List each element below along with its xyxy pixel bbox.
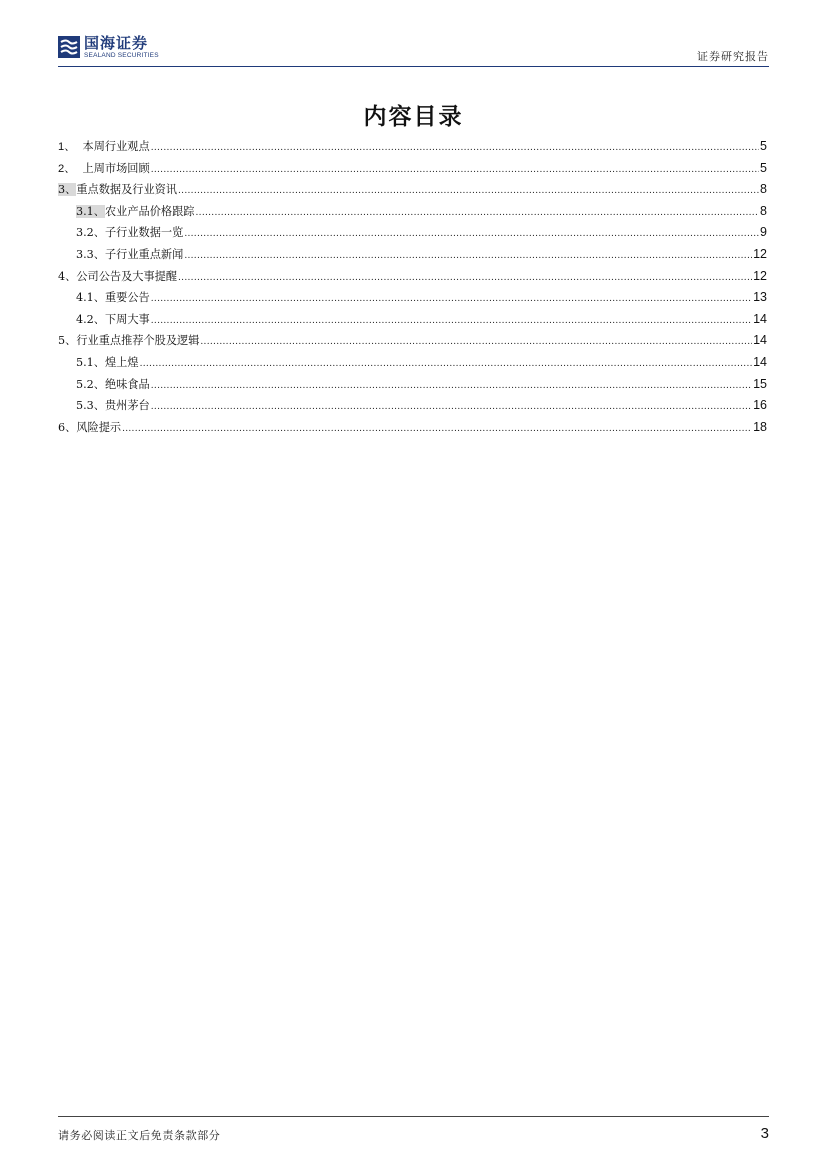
toc-entry-number: 6、 xyxy=(58,420,77,434)
disclaimer-note: 请务必阅读正文后免责条款部分 xyxy=(58,1129,221,1142)
sealand-logo-icon xyxy=(58,36,80,58)
toc-entry-title: 下周大事 xyxy=(104,312,150,326)
toc-leader-dots xyxy=(184,251,752,261)
toc-entry-number: 3.2、 xyxy=(76,226,105,240)
toc-entry-page: 18 xyxy=(753,419,767,434)
toc-entry-page: 14 xyxy=(753,311,767,326)
toc-entry-page: 12 xyxy=(753,246,767,261)
toc-leader-dots xyxy=(140,359,753,369)
toc-entry-number: 5.2、 xyxy=(76,377,105,391)
logo-english-name: SEALAND SECURITIES xyxy=(84,52,159,59)
toc-entry-title: 上周市场回顾 xyxy=(82,161,150,175)
toc-entry-page: 13 xyxy=(753,290,767,305)
toc-leader-dots xyxy=(151,294,752,304)
toc-entry-page: 14 xyxy=(753,333,767,348)
page-header xyxy=(58,36,769,67)
table-of-contents xyxy=(58,138,767,440)
toc-entry-title: 绝味食品 xyxy=(104,377,150,391)
toc-entry-title: 农业产品价格跟踪 xyxy=(104,204,195,218)
toc-entry-title: 煌上煌 xyxy=(104,355,139,369)
toc-leader-dots xyxy=(151,402,752,412)
toc-entry-page: 16 xyxy=(753,398,767,413)
toc-entry-number: 4.2、 xyxy=(76,312,105,326)
toc-leader-dots xyxy=(196,208,760,218)
toc-entry[interactable] xyxy=(58,332,767,354)
toc-entry-page: 12 xyxy=(753,268,767,283)
toc-entry[interactable] xyxy=(58,419,767,441)
report-type-label: 证券研究报告 xyxy=(697,50,769,63)
page-number: 3 xyxy=(760,1125,769,1142)
toc-entry-number: 5.3、 xyxy=(76,399,105,413)
toc-entry-number: 5、 xyxy=(58,334,77,348)
toc-entry-page: 9 xyxy=(760,225,767,240)
toc-leader-dots xyxy=(151,143,759,153)
toc-entry-page: 14 xyxy=(753,354,767,369)
page-footer xyxy=(58,1116,769,1157)
toc-entry[interactable] xyxy=(58,138,767,160)
toc-leader-dots xyxy=(200,337,752,347)
toc-entry[interactable] xyxy=(58,268,767,290)
toc-leader-dots xyxy=(151,381,752,391)
toc-entry-title: 重要公告 xyxy=(104,291,150,305)
toc-subentry[interactable] xyxy=(58,376,767,398)
toc-entry-title: 行业重点推荐个股及逻辑 xyxy=(76,334,200,348)
toc-entry-title: 本周行业观点 xyxy=(82,140,150,153)
toc-subentry[interactable] xyxy=(58,397,767,419)
toc-entry-page: 8 xyxy=(760,203,767,218)
toc-entry[interactable] xyxy=(58,160,767,182)
toc-entry-title: 贵州茅台 xyxy=(104,399,150,413)
toc-leader-dots xyxy=(151,316,752,326)
logo-chinese-name: 国海证券 xyxy=(84,34,149,52)
toc-entry-title: 重点数据及行业资讯 xyxy=(76,183,178,197)
toc-leader-dots xyxy=(122,424,752,434)
toc-entry-page: 15 xyxy=(753,376,767,391)
toc-subentry[interactable] xyxy=(58,311,767,333)
toc-entry-title: 风险提示 xyxy=(76,420,122,434)
toc-title: 内容目录 xyxy=(363,104,464,130)
toc-subentry[interactable] xyxy=(58,289,767,311)
toc-entry-number: 4、 xyxy=(58,269,77,283)
toc-subentry[interactable] xyxy=(58,203,767,225)
toc-entry-number: 3.3、 xyxy=(76,247,105,261)
toc-entry-number: 3、 xyxy=(58,183,77,197)
toc-subentry[interactable] xyxy=(58,224,767,246)
toc-entry-title: 子行业数据一览 xyxy=(104,226,184,240)
toc-leader-dots xyxy=(178,186,759,196)
toc-entry-page: 5 xyxy=(760,160,767,175)
toc-leader-dots xyxy=(151,165,759,175)
toc-entry-title: 公司公告及大事提醒 xyxy=(76,269,178,283)
toc-leader-dots xyxy=(178,273,752,283)
toc-subentry[interactable] xyxy=(58,246,767,268)
toc-entry-number: 5.1、 xyxy=(76,355,105,369)
toc-entry[interactable] xyxy=(58,181,767,203)
toc-entry-page: 5 xyxy=(760,139,767,153)
toc-entry-number: 2、 xyxy=(58,162,76,175)
toc-entry-number: 4.1、 xyxy=(76,291,105,305)
toc-entry-number: 3.1、 xyxy=(76,204,105,218)
toc-subentry[interactable] xyxy=(58,354,767,376)
toc-entry-page: 8 xyxy=(760,182,767,197)
toc-leader-dots xyxy=(184,229,759,239)
toc-entry-number: 1、 xyxy=(58,141,76,153)
company-logo xyxy=(58,36,159,60)
toc-entry-title: 子行业重点新闻 xyxy=(104,247,184,261)
